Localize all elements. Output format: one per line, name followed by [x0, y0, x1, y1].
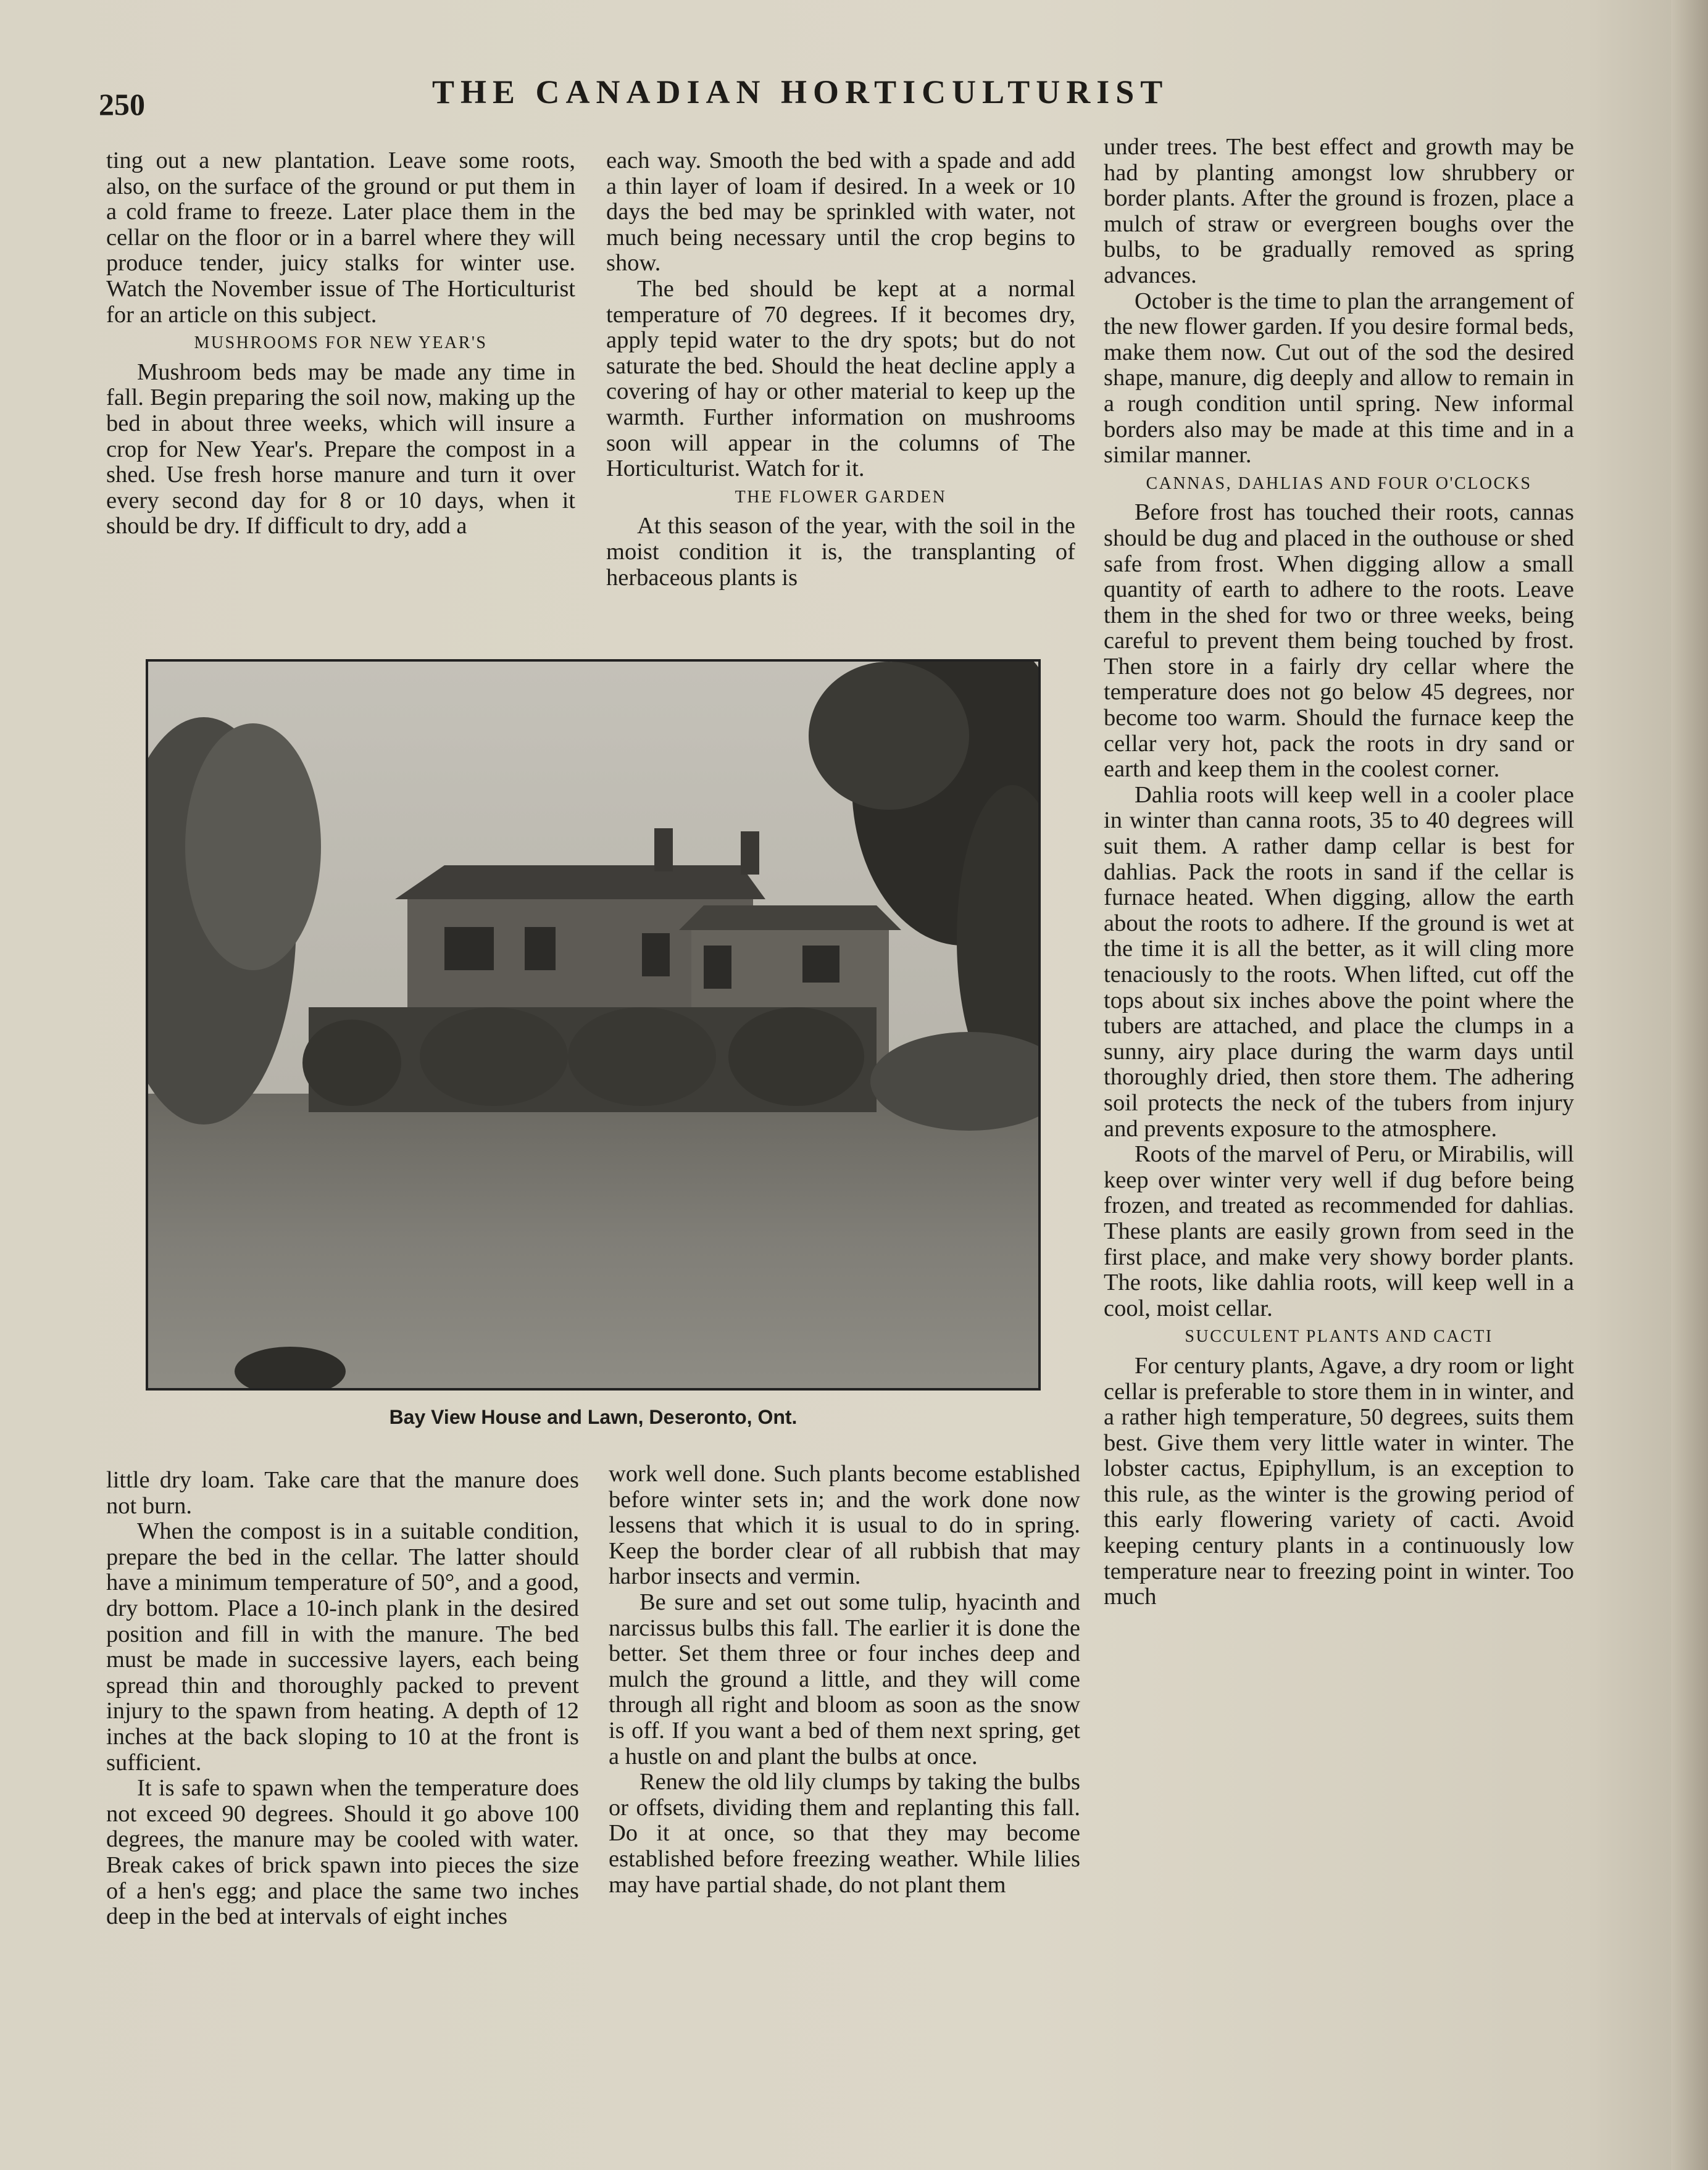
paragraph: Mushroom beds may be made any time in fall. Begin preparing the soil now, making up the bed in about three weeks, which will insure a crop for New Year's. Prepare the compost in a shed. Use fresh horse manure and turn it over every second day for 8 or 10 days, when it should be dry. If difficult to dry, add a [106, 359, 575, 539]
column-1-bottom [106, 1468, 579, 1930]
column-1-top [106, 148, 575, 539]
paragraph: little dry loam. Take care that the manure does not burn. [106, 1467, 579, 1519]
column-3 [1104, 135, 1574, 1610]
running-header: THE CANADIAN HORTICULTURIST [432, 73, 1169, 110]
column-2-top [606, 148, 1075, 591]
paragraph: For century plants, Agave, a dry room or light cellar is preferable to store them in in winter, and a rather high temperature, 50 degrees, suits them best. Give them very little water in winter. The lobster cactus, Epiphyllum, is an exception to this rule, as the winter is the growing period of this early flowering variety of cacti. Avoid keeping century plants in a continuously low temperature near to freezing point in winter. Too much [1104, 1352, 1574, 1610]
house-photograph [146, 659, 1041, 1391]
page-number: 250 [99, 87, 145, 122]
paragraph: Dahlia roots will keep well in a cooler place in winter than canna roots, 35 to 40 degrees will suit them. A rather damp cellar is best for dahlias. Pack the roots in sand if the cellar is furnace heated. When digging, allow the earth about the roots to adhere. If the ground is wet at the time it is all the better, as it will cling more tenaciously to the roots. When lifted, cut off the tops about six inches above the point where the tubers are attached, and place the clumps in a sunny, airy place during the warm days until thoroughly dried, then store them. The adhering soil protects the neck of the tubers from injury and prevents exposure to the atmosphere. [1104, 781, 1574, 1142]
photo-caption: Bay View House and Lawn, Deseronto, Ont. [389, 1406, 798, 1428]
paragraph: under trees. The best effect and growth may be had by planting amongst low shrubbery or border plants. After the ground is frozen, place a mulch of straw or evergreen boughs over the bulbs, to be gradually removed as spring advances. [1104, 134, 1574, 288]
paragraph: At this season of the year, with the soil in the moist condition it is, the transplanting of herbaceous plants is [606, 513, 1075, 591]
paragraph: When the compost is in a suitable condition, prepare the bed in the cellar. The latter should have a minimum temperature of 50°, and a good, dry bottom. Place a 10-inch plank in the desired position and fill in with the manure. The bed must be made in successive layers, each being spread thin and thoroughly packed to prevent injury to the spawn from heating. A depth of 12 inches at the back sloping to 10 at the front is sufficient. [106, 1518, 579, 1776]
section-heading: MUSHROOMS FOR NEW YEAR'S [194, 333, 488, 353]
paragraph: each way. Smooth the bed with a spade and add a thin layer of loam if desired. In a week or 10 days the bed may be sprinkled with water, not much being necessary until the crop begins to show. [606, 148, 1075, 276]
paragraph: ting out a new plantation. Leave some roots, also, on the surface of the ground or put them in a cold frame to freeze. Later place them in the cellar on the floor or in a barrel where they will produce tender, juicy stalks for winter use. Watch the November issue of The Horticulturist for an article on this subject. [106, 148, 575, 328]
paragraph: Before frost has touched their roots, cannas should be dug and placed in the outhouse or shed safe from frost. When digging allow a small quantity of earth to adhere to the roots. Leave them in the shed for two or three weeks, being careful to prevent them being touched by frost. Then store in a fairly dry cellar where the temperature does not go below 45 degrees, nor become too warm. Should the furnace keep the cellar very hot, pack the roots in dry sand or earth and keep them in the coolest corner. [1104, 499, 1574, 783]
paragraph: October is the time to plan the arrangement of the new flower garden. If you desire formal beds, make them now. Cut out of the sod the desired shape, manure, dig deeply and allow to remain in a rough condition until spring. New informal borders also may be made at this time and in a similar manner. [1104, 288, 1574, 468]
page-edge-shadow [1671, 0, 1708, 2170]
section-heading: THE FLOWER GARDEN [735, 487, 947, 507]
column-2-bottom [609, 1461, 1080, 1898]
paragraph: work well done. Such plants become established before winter sets in; and the work done now lessens that which it is usual to do in spring. Keep the border clear of all rubbish that may harbor insects and vermin. [609, 1461, 1080, 1590]
section-heading: CANNAS, DAHLIAS AND FOUR O'CLOCKS [1146, 473, 1532, 493]
paragraph: The bed should be kept at a normal temperature of 70 degrees. If it becomes dry, apply tepid water to the dry spots; but do not saturate the bed. Should the heat decline apply a covering of hay or other material to keep up the warmth. Further information on mushrooms soon will appear in the columns of The Horticulturist. Watch for it. [606, 275, 1075, 482]
paragraph: Renew the old lily clumps by taking the bulbs or offsets, dividing them and replanting this fall. Do it at once, so that they may become established before freezing weather. While lilies may have partial shade, do not plant them [609, 1769, 1080, 1898]
paragraph: It is safe to spawn when the temperature does not exceed 90 degrees. Should it go above 100 degrees, the manure may be cooled with water. Break cakes of brick spawn into pieces the size of a hen's egg; and place the same two inches deep in the bed at intervals of eight inches [106, 1775, 579, 1930]
section-heading: SUCCULENT PLANTS AND CACTI [1185, 1327, 1493, 1347]
house-photo-illustration [148, 662, 1038, 1388]
paragraph: Be sure and set out some tulip, hyacinth and narcissus bulbs this fall. The earlier it is done the better. Set them three or four inches deep and mulch the ground a little, and they will come through all right and bloom as soon as the snow is off. If you want a bed of them next spring, get a hustle on and plant the bulbs at once. [609, 1589, 1080, 1769]
paragraph: Roots of the marvel of Peru, or Mirabilis, will keep over winter very well if dug before being frozen, and treated as recommended for dahlias. These plants are easily grown from seed in the first place, and make very showy border plants. The roots, like dahlia roots, will keep well in a cool, moist cellar. [1104, 1141, 1574, 1321]
